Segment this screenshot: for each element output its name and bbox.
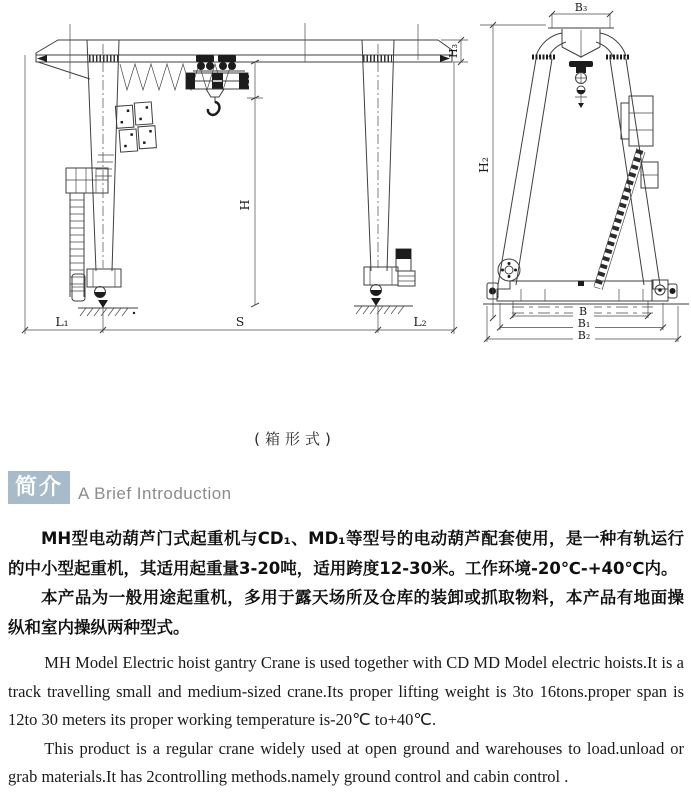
electric-cabinet bbox=[115, 102, 156, 153]
right-bogie bbox=[354, 249, 415, 314]
dim-b3 bbox=[549, 1, 613, 28]
dim-label-h1: H₁ bbox=[237, 74, 252, 90]
hoist-side bbox=[569, 61, 593, 108]
dim-label-b2: B₂ bbox=[577, 329, 591, 342]
dim-label-l1: L₁ bbox=[55, 314, 69, 329]
section-title: A Brief Introduction bbox=[78, 484, 232, 503]
zh-paragraph-1: MH型电动葫芦门式起重机与CD₁、MD₁等型号的电动葫芦配套使用，是一种有轨运行的中小型起重机，其适用起重量3-20吨，适用跨度12-30米。工作环境-20℃-+40℃内。 bbox=[8, 529, 684, 578]
en-paragraph-2: This product is a regular crane widely used at open ground and warehouses to load.unload or grab materials.It has 2controlling methods.namely ground control and cabin control . bbox=[8, 738, 684, 786]
hook bbox=[208, 97, 220, 115]
dim-label-s: S bbox=[235, 314, 245, 329]
dim-label-l2: L₂ bbox=[413, 314, 427, 329]
en-paragraph-1: MH Model Electric hoist gantry Crane is used together with CD MD Model electric hoists.It is a track travelling small and medium-sized crane.Its proper lifting weight is 3to 16tons.proper span is 12to 30 meters its proper working temperature is-20℃ to+40℃. bbox=[8, 653, 684, 729]
side-view-drawing bbox=[476, 1, 689, 342]
left-leg bbox=[87, 40, 119, 271]
leg-steps bbox=[95, 155, 114, 176]
dim-label-b3: B₃ bbox=[574, 1, 588, 14]
right-leg bbox=[362, 40, 394, 271]
zh-paragraph-2: 本产品为一般用途起重机，多用于露天场所及仓库的装卸或抓取物料，本产品有地面操纵和室内操纵两种型式。 bbox=[8, 588, 684, 637]
left-bogie bbox=[72, 269, 138, 316]
section-badge: 简介 bbox=[8, 471, 70, 504]
beam-cross-section bbox=[532, 28, 630, 58]
dim-label-h2: H₂ bbox=[476, 157, 491, 173]
dim-label-h: H bbox=[237, 199, 252, 211]
dim-span bbox=[22, 314, 457, 333]
dim-label-h3: H₃ bbox=[447, 43, 460, 59]
chinese-text-block bbox=[8, 524, 684, 642]
dim-label-b1: B₁ bbox=[577, 317, 591, 330]
platform-grid bbox=[66, 168, 108, 193]
front-view-drawing bbox=[22, 23, 468, 334]
drawing-caption: (箱形式) bbox=[254, 430, 336, 448]
diagonal-stair bbox=[594, 148, 645, 290]
side-cabinet bbox=[621, 96, 658, 188]
dim-label-b: B bbox=[578, 305, 588, 318]
english-text-block bbox=[8, 649, 684, 792]
dim-h2 bbox=[476, 22, 546, 321]
dim-girder-height bbox=[441, 37, 468, 65]
